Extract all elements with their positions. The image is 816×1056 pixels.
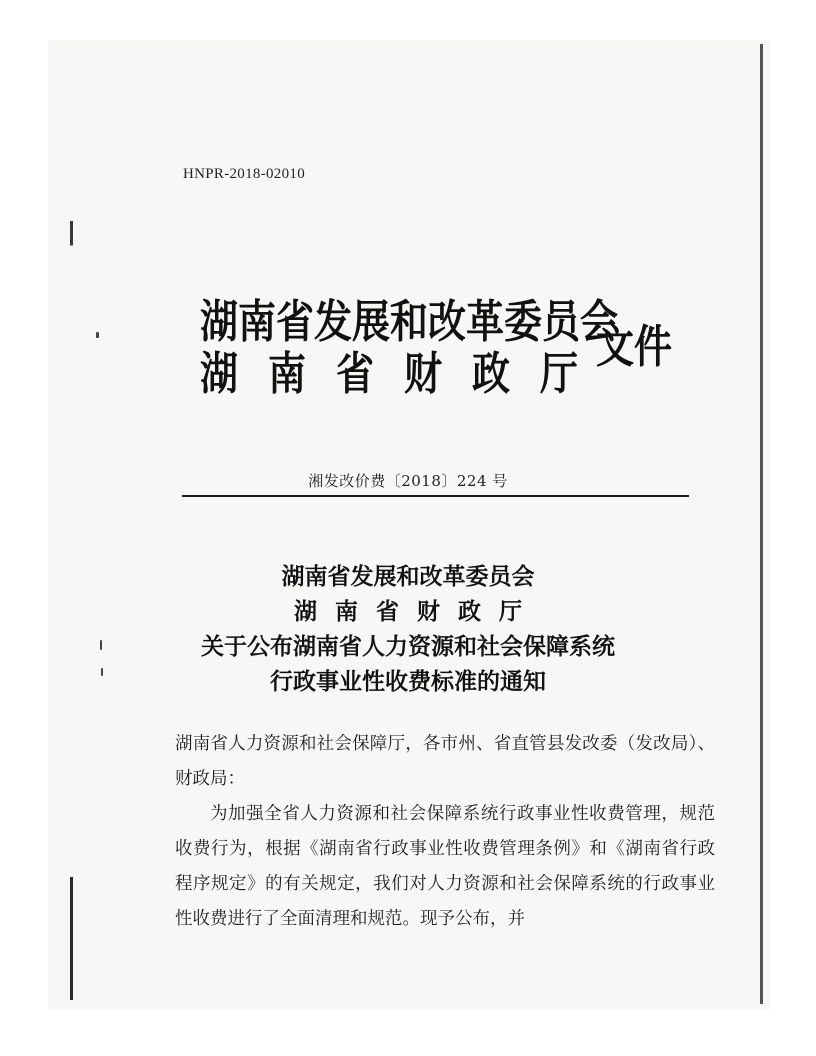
document-body	[175, 727, 715, 937]
title-line-4: 行政事业性收费标准的通知	[270, 669, 546, 695]
title-line-1: 湖南省发展和改革委员会	[281, 564, 535, 590]
addressee: 湖南省人力资源和社会保障厅，各市州、省直管县发改委（发改局）、财政局：	[175, 734, 715, 789]
file-reference: 湘发改价费〔2018〕224 号	[308, 472, 508, 490]
binding-mark-right	[760, 44, 763, 1004]
header-rule	[182, 495, 689, 497]
header-suffix: 文件	[596, 320, 673, 373]
issuer-2: 湖南省财政厅	[200, 347, 609, 400]
document-title	[0, 560, 816, 700]
scan-speck	[96, 332, 99, 338]
body-paragraph: 为加强全省人力资源和社会保障系统行政事业性收费管理，规范收费行为，根据《湖南省行政事业性收费管理条例》和《湖南省行政程序规定》的有关规定，我们对人力资源和社会保障系统的行政事业性收费进行了全面清理和规范。现予公布，并	[175, 804, 715, 929]
document-number: HNPR-2018-02010	[183, 166, 306, 182]
title-line-3: 关于公布湖南省人力资源和社会保障系统	[201, 634, 615, 660]
issuer-1: 湖南省发展和改革委员会	[200, 295, 619, 348]
red-header	[200, 285, 720, 425]
title-line-2: 湖南省财政厅	[294, 599, 540, 625]
